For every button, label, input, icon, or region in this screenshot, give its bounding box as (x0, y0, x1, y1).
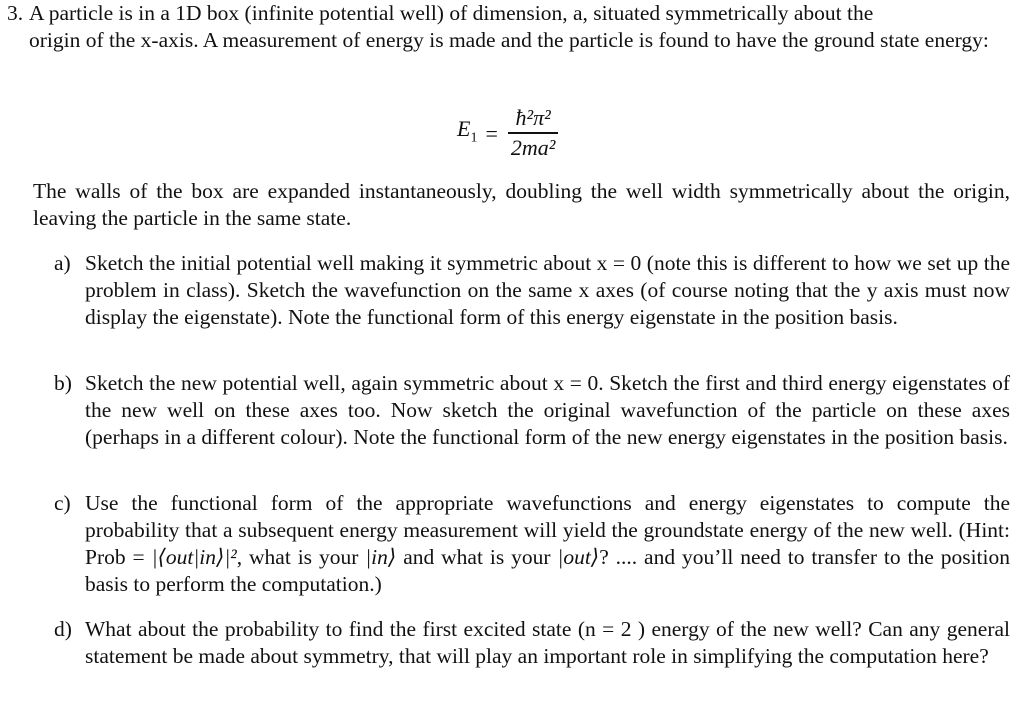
part-d-label: d) (54, 617, 72, 641)
probability-expression: |⟨out|in⟩|² (151, 545, 237, 569)
part-a (54, 250, 1010, 331)
problem-intro (7, 0, 1010, 54)
part-a-text: Sketch the initial potential well making it symmetric about x = 0 (note this is different to how we set up the problem in class). Sketch the wavefunction on the same x axes (of course noting that the y axis must now display the eigenstate). Note the functional form of this energy eigenstate in the position basis. (85, 251, 1010, 329)
equation-equals: = (485, 120, 498, 146)
ket-out: |out⟩ (557, 545, 600, 569)
equation-lhs: $E_1$ (457, 115, 478, 146)
intro-continuation: origin of the x-axis. A measurement of energy is made and the particle is found to have the ground state energy: (29, 28, 989, 52)
part-c (54, 490, 1010, 598)
problem-number: 3. (7, 1, 24, 25)
walls-expansion-text: The walls of the box are expanded instantaneously, doubling the well width symmetrically about the origin, leaving the particle in the same state. (33, 179, 1010, 230)
part-d-text: What about the probability to find the first excited state (n = 2 ) energy of the new well? Can any general statement be made about symmetry, that will play an important role in simplifying the computation here? (85, 617, 1010, 668)
part-c-label: c) (54, 491, 71, 515)
ket-in: |in⟩ (365, 545, 397, 569)
equation-numerator: ħ²π² (515, 105, 551, 131)
part-b-label: b) (54, 371, 72, 395)
part-b-text: Sketch the new potential well, again symmetric about x = 0. Sketch the first and third energy eigenstates of the new well on these axes too. Now sketch the original wavefunction of the particle on these axes (perhaps in a different colour). Note the functional form of the new energy eigenstates in the position basis. (85, 371, 1010, 449)
intro-line-1: A particle is in a 1D box (infinite potential well) of dimension, a, situated symmetrically about the (29, 1, 874, 25)
ground-state-energy-equation (457, 100, 558, 166)
part-c-text: Use the functional form of the appropriate wavefunctions and energy eigenstates to compute the probability that a subsequent energy measurement will yield the groundstate energy of the new well. (Hint: Prob = |⟨out|in⟩|², what is your |in⟩ and what is your |out⟩? .... and you’ll need to transfer to the position basis to perform the computation.) (85, 491, 1011, 596)
part-b (54, 370, 1010, 451)
equation-fraction (508, 104, 558, 161)
part-a-label: a) (54, 251, 71, 275)
part-d (54, 616, 1010, 670)
equation-denominator: 2ma² (510, 134, 556, 160)
